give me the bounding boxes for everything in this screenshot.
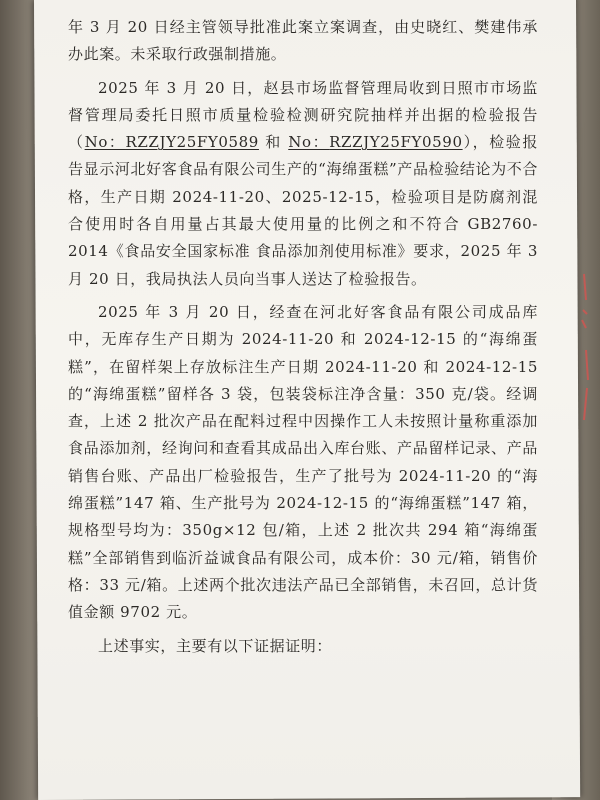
document-body xyxy=(68,14,538,666)
inspection-text-result: ），检验报告显示河北好客食品有限公司生产的“海绵蛋糕”产品检验结论为不合格，生产日期 2024-11-20、2025-12-15，检验项目是防腐剂混合使用时各自用量占其最大使用量的比例之和不符合 GB2760-2014《食品安全国家标准 食品添加剂使用标准》要求，2025 年 3 月 20 日，我局执法人员向当事人送达了检验报告。 xyxy=(68,133,538,288)
red-seal-mark xyxy=(574,270,590,430)
paragraph-case-filing: 年 3 月 20 日经主管领导批准此案立案调查，由史晓红、樊建伟承办此案。未采取行政强制措施。 xyxy=(68,18,538,64)
report-no-label-1: No： xyxy=(84,133,126,152)
report-number-1: RZZJY25FY0589 xyxy=(125,133,259,152)
paragraph-investigation: 2025 年 3 月 20 日，经查在河北好客食品有限公司成品库中，无库存生产日期为 2024-11-20 和 2024-12-15 的“海绵蛋糕”，在留样架上存放标注生产日期 2024-11-20 和 2024-12-15 的“海绵蛋糕”留样各 3 袋，包装袋标注净含量：350 克/袋。经调查，上述 2 批次产品在配料过程中因操作工人未按照计量称重添加食品添加剂，经询问和查看其成品出入库台账、产品留样记录、产品销售台账、产品出厂检验报告，生产了批号为 2024-11-20 的“海绵蛋糕”147 箱、生产批号为 2024-12-15 的“海绵蛋糕”147 箱，规格型号均为：350g×12 包/箱，上述 2 批次共 294 箱“海绵蛋糕”全部销售到临沂益诚食品有限公司，成本价：30 元/箱，销售价格：33 元/箱。上述两个批次违法产品已全部销售，未召回，总计货值金额 9702 元。 xyxy=(68,302,538,622)
report-number-2: RZZJY25FY0590 xyxy=(329,133,463,152)
and-text: 和 xyxy=(258,133,289,152)
paragraph-inspection-report xyxy=(68,75,538,293)
inspection-text-intro: 2025 年 3 月 20 日，赵县市场监督管理局收到日照市市场监督管理局委托日照市质量检验检测研究院抽样并出据的检验报告（ xyxy=(68,78,538,152)
report-no-label-2: No： xyxy=(288,133,330,152)
paragraph-evidence-intro: 上述事实，主要有以下证据证明： xyxy=(98,636,333,655)
